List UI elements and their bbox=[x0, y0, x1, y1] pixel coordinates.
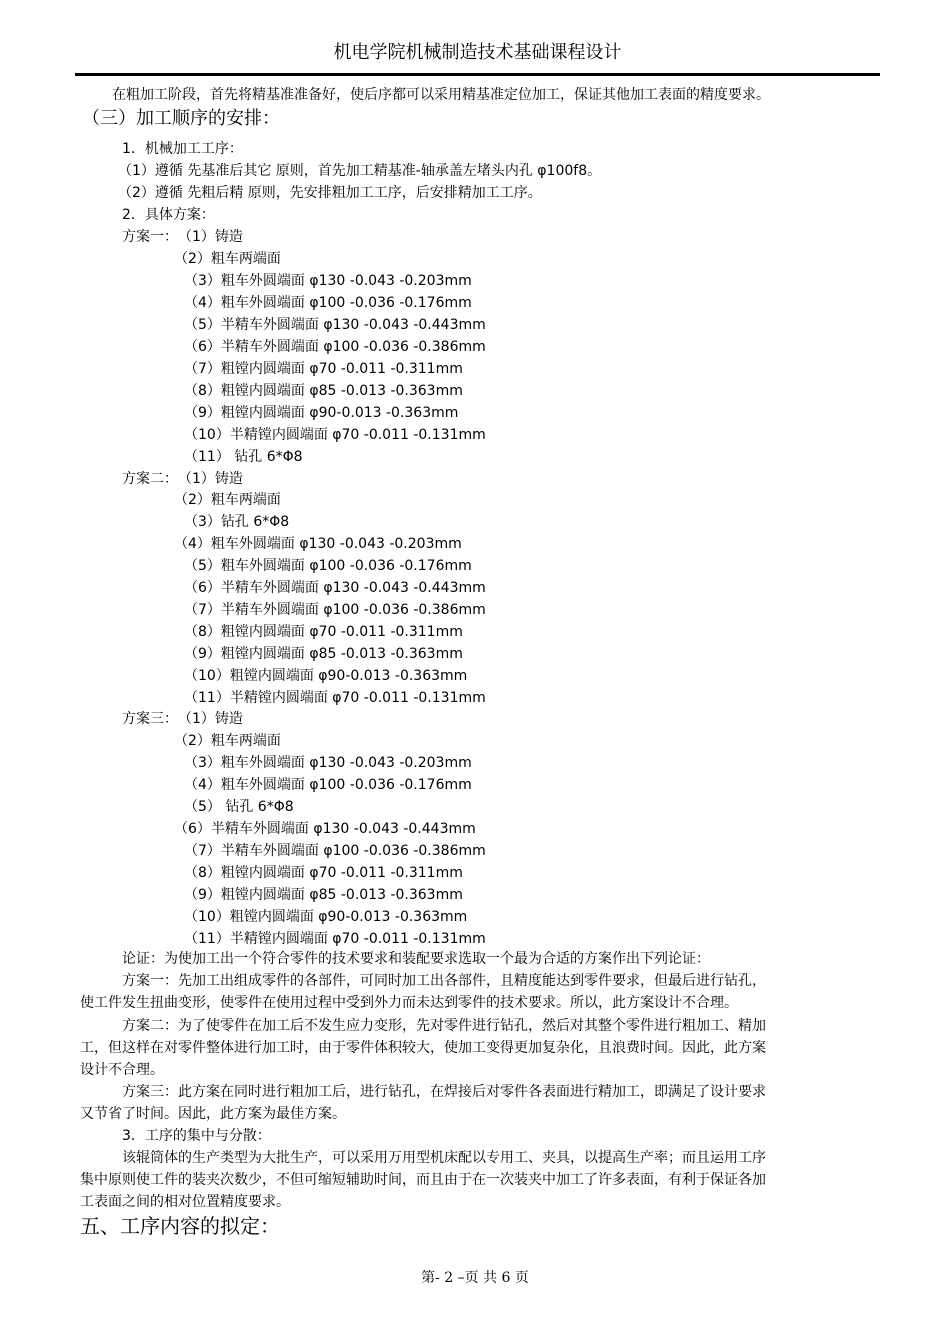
intro-paragraph: 在粗加工阶段，首先将精基准准备好，使后序都可以采用精基准定位加工，保证其他加工表面的精度要求。 bbox=[112, 87, 770, 103]
argument-plan-1-line-1: 方案一：先加工出组成零件的各部件，可同时加工出各部件，且精度能达到零件要求，但最后进行钻孔， bbox=[122, 973, 766, 989]
plan-2-item: （8）粗镗内圆端面 φ70 -0.011 -0.311mm bbox=[184, 624, 463, 640]
plan-1-label: 方案一： bbox=[122, 229, 178, 245]
s1-item-1: （1）遵循 先基准后其它 原则，首先加工精基准-轴承盖左堵头内孔 φ100f8。 bbox=[118, 163, 602, 179]
plan-2-item: （9）粗镗内圆端面 φ85 -0.013 -0.363mm bbox=[184, 646, 463, 662]
argument-plan-3-line-2: 又节省了时间。因此，此方案为最佳方案。 bbox=[80, 1106, 346, 1122]
plan-1-item: （4）粗车外圆端面 φ100 -0.036 -0.176mm bbox=[184, 295, 472, 311]
plan-3-item: （9）粗镗内圆端面 φ85 -0.013 -0.363mm bbox=[184, 887, 463, 903]
plan-2-item: （10）粗镗内圆端面 φ90-0.013 -0.363mm bbox=[184, 668, 468, 684]
s1-title: 1．机械加工工序： bbox=[122, 141, 243, 157]
plan-1-item: （11） 钻孔 6*Φ8 bbox=[184, 449, 303, 465]
argument-plan-2-line-3: 设计不合理。 bbox=[80, 1062, 164, 1078]
plan-1-item: （2）粗车两端面 bbox=[174, 251, 281, 267]
s3-paragraph-line-1: 该辊筒体的生产类型为大批生产，可以采用万用型机床配以专用工、夹具，以提高生产率；而且运用工序 bbox=[122, 1150, 766, 1166]
plan-3-item: （2）粗车两端面 bbox=[174, 733, 281, 749]
section-5-title: 五、工序内容的拟定： bbox=[80, 1214, 280, 1238]
argument-plan-3-line-1: 方案三：此方案在同时进行粗加工后，进行钻孔，在焊接后对零件各表面进行精加工，即满足了设计要求 bbox=[122, 1084, 766, 1100]
plan-2-item: （6）半精车外圆端面 φ130 -0.043 -0.443mm bbox=[184, 580, 486, 596]
plan-2-item: （3）钻孔 6*Φ8 bbox=[184, 514, 290, 530]
plan-2-item: （7）半精车外圆端面 φ100 -0.036 -0.386mm bbox=[184, 602, 486, 618]
plan-2-item: （5）粗车外圆端面 φ100 -0.036 -0.176mm bbox=[184, 558, 472, 574]
page-footer: 第- 2 –页 共 6 页 bbox=[421, 1270, 529, 1286]
page-header-title: 机电学院机械制造技术基础课程设计 bbox=[333, 42, 622, 63]
argument-plan-2-line-2: 工，但这样在对零件整体进行加工时，由于零件体积较大，使加工变得更加复杂化，且浪费时间。因此，此方案 bbox=[80, 1040, 766, 1056]
plan-3-item: （1）铸造 bbox=[178, 711, 243, 727]
plan-1-item: （7）粗镗内圆端面 φ70 -0.011 -0.311mm bbox=[184, 361, 463, 377]
plan-2-label: 方案二： bbox=[122, 471, 178, 487]
plan-1-item: （6）半精车外圆端面 φ100 -0.036 -0.386mm bbox=[184, 339, 486, 355]
s3-paragraph-line-2: 集中原则使工件的装夹次数少，不但可缩短辅助时间，而且由于在一次装夹中加工了许多表面，有利于保证各加 bbox=[80, 1172, 766, 1188]
section-3-title: （三）加工顺序的安排： bbox=[82, 108, 280, 129]
plan-3-item: （3）粗车外圆端面 φ130 -0.043 -0.203mm bbox=[184, 755, 472, 771]
plan-3-item: （8）粗镗内圆端面 φ70 -0.011 -0.311mm bbox=[184, 865, 463, 881]
plan-1-item: （5）半精车外圆端面 φ130 -0.043 -0.443mm bbox=[184, 317, 486, 333]
argument-plan-1-line-2: 使工件发生扭曲变形，使零件在使用过程中受到外力而未达到零件的技术要求。所以，此方案设计不合理。 bbox=[80, 995, 738, 1011]
plan-1-item: （10）半精镗内圆端面 φ70 -0.011 -0.131mm bbox=[184, 427, 486, 443]
plan-3-item: （4）粗车外圆端面 φ100 -0.036 -0.176mm bbox=[184, 777, 472, 793]
argument-plan-2-line-1: 方案二：为了使零件在加工后不发生应力变形，先对零件进行钻孔，然后对其整个零件进行粗加工、精加 bbox=[122, 1018, 766, 1034]
s3-paragraph-line-3: 工表面之间的相对位置精度要求。 bbox=[80, 1194, 290, 1210]
plan-1-item: （8）粗镗内圆端面 φ85 -0.013 -0.363mm bbox=[184, 383, 463, 399]
plan-2-item: （2）粗车两端面 bbox=[174, 492, 281, 508]
header-rule bbox=[75, 73, 880, 76]
s3-title: 3．工序的集中与分散： bbox=[122, 1128, 271, 1144]
s2-title: 2．具体方案： bbox=[122, 207, 215, 223]
s1-item-2: （2）遵循 先粗后精 原则，先安排粗加工工序，后安排精加工工序。 bbox=[118, 185, 542, 201]
argument-intro: 论证：为使加工出一个符合零件的技术要求和装配要求选取一个最为合适的方案作出下列论证： bbox=[122, 951, 710, 967]
plan-2-item: （11）半精镗内圆端面 φ70 -0.011 -0.131mm bbox=[184, 690, 486, 706]
plan-3-item: （7）半精车外圆端面 φ100 -0.036 -0.386mm bbox=[184, 843, 486, 859]
plan-3-item: （10）粗镗内圆端面 φ90-0.013 -0.363mm bbox=[184, 909, 468, 925]
plan-3-item: （5） 钻孔 6*Φ8 bbox=[184, 799, 294, 815]
plan-3-item: （6）半精车外圆端面 φ130 -0.043 -0.443mm bbox=[174, 821, 476, 837]
plan-1-item: （3）粗车外圆端面 φ130 -0.043 -0.203mm bbox=[184, 273, 472, 289]
plan-3-label: 方案三： bbox=[122, 711, 178, 727]
plan-1-item: （9）粗镗内圆端面 φ90-0.013 -0.363mm bbox=[184, 405, 459, 421]
plan-2-item: （1）铸造 bbox=[178, 471, 243, 487]
plan-1-item: （1）铸造 bbox=[178, 229, 243, 245]
plan-3-item: （11）半精镗内圆端面 φ70 -0.011 -0.131mm bbox=[184, 931, 486, 947]
plan-2-item: （4）粗车外圆端面 φ130 -0.043 -0.203mm bbox=[174, 536, 462, 552]
